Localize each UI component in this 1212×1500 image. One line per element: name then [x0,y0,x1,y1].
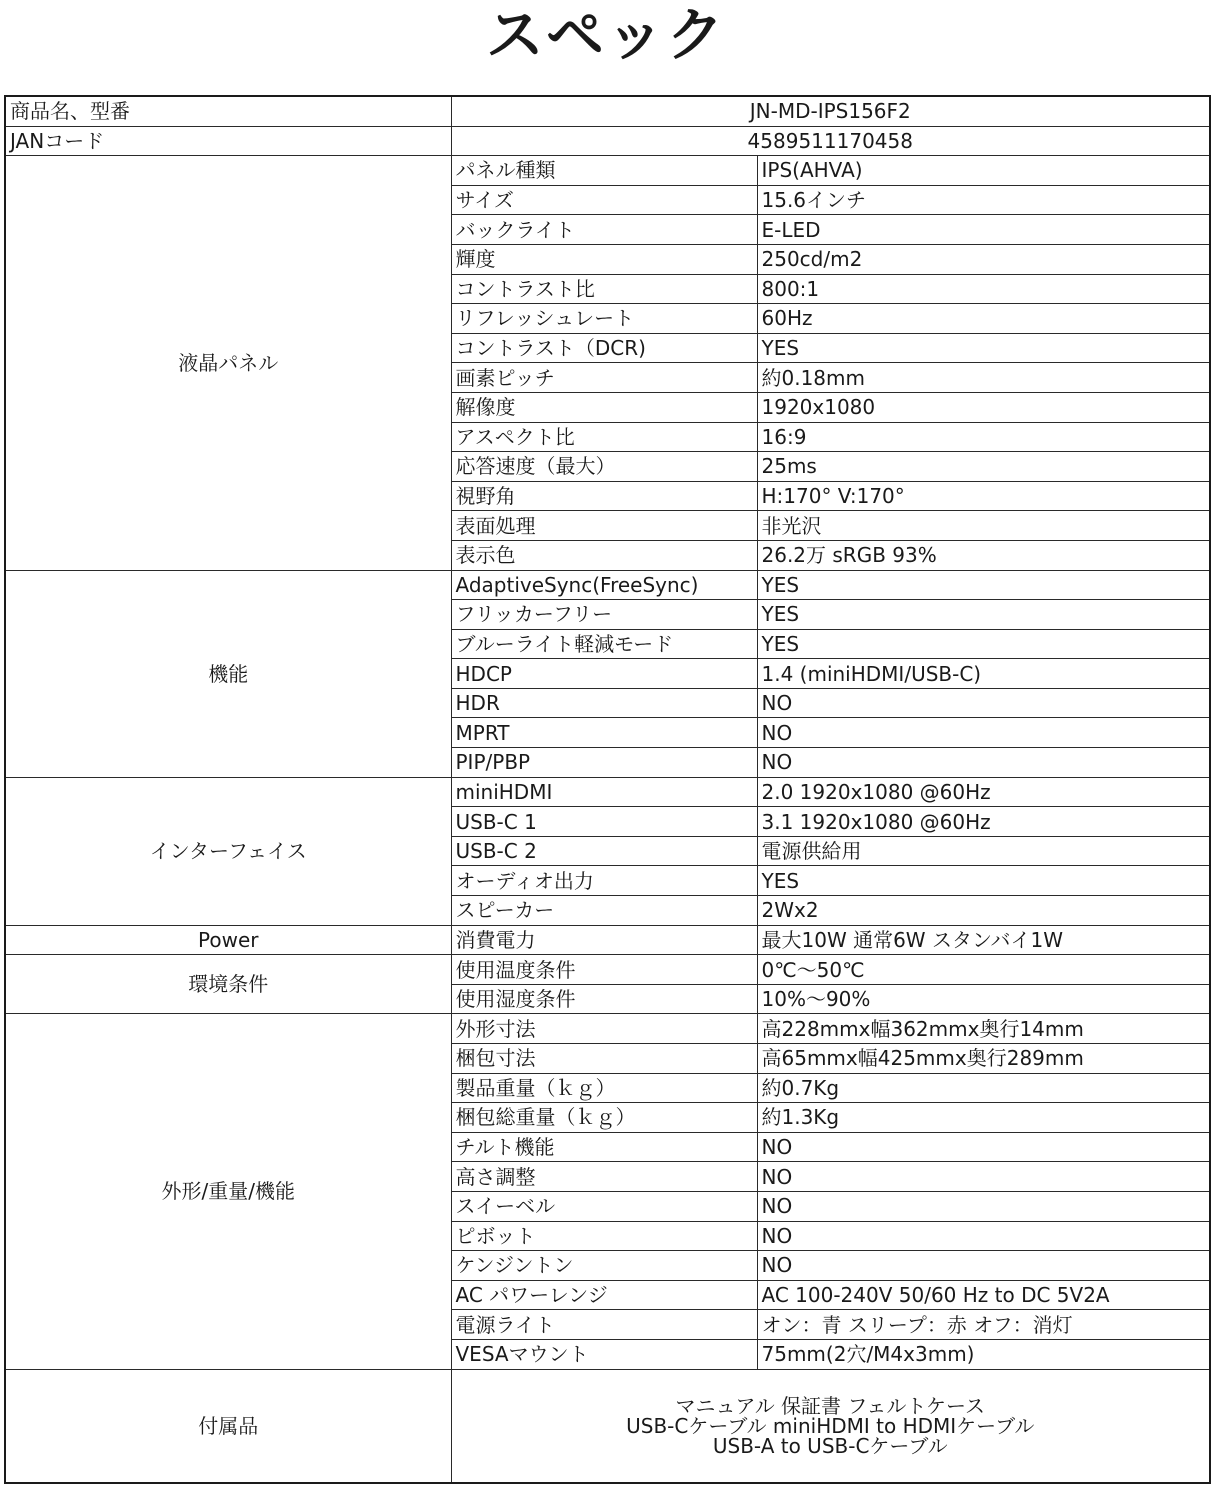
table-row [5,126,1210,156]
table-row [5,570,1210,600]
spec-value: NO [757,1221,1210,1251]
spec-label: VESAマウント [451,1339,757,1369]
spec-value: 高65mmx幅425mmx奥行289mm [757,1044,1210,1074]
row-label-product-model: 商品名、型番 [5,96,451,126]
row-label-jan-code: JANコード [5,126,451,156]
table-row [5,925,1210,955]
spec-label: 使用温度条件 [451,955,757,985]
spec-value: 75mm(2穴/M4x3mm) [757,1339,1210,1369]
spec-value: NO [757,688,1210,718]
spec-label: 外形寸法 [451,1014,757,1044]
spec-value: 15.6インチ [757,185,1210,215]
spec-value: 電源供給用 [757,836,1210,866]
spec-value: 60Hz [757,304,1210,334]
spec-value: 約0.18mm [757,363,1210,393]
spec-value: 16:9 [757,422,1210,452]
spec-value: YES [757,570,1210,600]
category-cell: 液晶パネル [5,156,451,570]
spec-value: 非光沢 [757,511,1210,541]
accessory-line: マニュアル 保証書 フェルトケース [675,1393,986,1418]
spec-table-body [5,96,1210,1483]
spec-label: AdaptiveSync(FreeSync) [451,570,757,600]
category-cell: 外形/重量/機能 [5,1014,451,1369]
row-value-jan-code: 4589511170458 [451,126,1210,156]
spec-label: USB-C 1 [451,807,757,837]
spec-value: YES [757,866,1210,896]
spec-value: 最大10W 通常6W スタンバイ1W [757,925,1210,955]
table-row [5,96,1210,126]
spec-label: AC パワーレンジ [451,1280,757,1310]
spec-value: 約0.7Kg [757,1073,1210,1103]
accessory-line: USB-A to USB-Cケーブル [712,1433,948,1458]
spec-label: リフレッシュレート [451,304,757,334]
spec-value: YES [757,600,1210,630]
spec-value: H:170° V:170° [757,481,1210,511]
accessory-line: USB-Cケーブル miniHDMI to HDMIケーブル [626,1413,1035,1438]
spec-value: YES [757,333,1210,363]
spec-label: 解像度 [451,392,757,422]
spec-value: 1.4 (miniHDMI/USB-C) [757,659,1210,689]
spec-label: チルト機能 [451,1132,757,1162]
category-cell: 環境条件 [5,955,451,1014]
spec-label: 使用湿度条件 [451,984,757,1014]
spec-label: アスペクト比 [451,422,757,452]
spec-value: 25ms [757,452,1210,482]
spec-label: スイーベル [451,1191,757,1221]
spec-label: ブルーライト軽減モード [451,629,757,659]
spec-label: パネル種類 [451,156,757,186]
spec-value: オン：青 スリープ：赤 オフ：消灯 [757,1310,1210,1340]
spec-label: ピボット [451,1221,757,1251]
spec-label: 画素ピッチ [451,363,757,393]
spec-label: 製品重量（ｋｇ） [451,1073,757,1103]
spec-label: 表面処理 [451,511,757,541]
spec-label: HDR [451,688,757,718]
spec-label: 視野角 [451,481,757,511]
spec-label: MPRT [451,718,757,748]
row-value-product-model: JN-MD-IPS156F2 [451,96,1210,126]
spec-label: 輝度 [451,244,757,274]
spec-value: AC 100-240V 50/60 Hz to DC 5V2A [757,1280,1210,1310]
table-row [5,1014,1210,1044]
spec-value: 約1.3Kg [757,1103,1210,1133]
spec-value: NO [757,718,1210,748]
spec-label: コントラスト（DCR) [451,333,757,363]
table-row [5,156,1210,186]
spec-value: NO [757,1191,1210,1221]
spec-value: 3.1 1920x1080 @60Hz [757,807,1210,837]
table-row [5,1369,1210,1483]
spec-value: YES [757,629,1210,659]
spec-value: 2Wx2 [757,896,1210,926]
spec-label: miniHDMI [451,777,757,807]
spec-label: コントラスト比 [451,274,757,304]
spec-value: 0℃～50℃ [757,955,1210,985]
spec-label: PIP/PBP [451,748,757,778]
spec-label: 電源ライト [451,1310,757,1340]
spec-label: サイズ [451,185,757,215]
spec-value: NO [757,1162,1210,1192]
category-cell: インターフェイス [5,777,451,925]
spec-label: フリッカーフリー [451,600,757,630]
spec-value: NO [757,1132,1210,1162]
spec-label: 応答速度（最大） [451,452,757,482]
category-cell-accessories: 付属品 [5,1369,451,1483]
spec-label: 梱包寸法 [451,1044,757,1074]
spec-value: NO [757,748,1210,778]
spec-value: E-LED [757,215,1210,245]
spec-label: 梱包総重量（ｋｇ） [451,1103,757,1133]
spec-value: NO [757,1251,1210,1281]
spec-value: 10%～90% [757,984,1210,1014]
spec-label: ケンジントン [451,1251,757,1281]
spec-label: バックライト [451,215,757,245]
spec-value: 1920x1080 [757,392,1210,422]
spec-value: IPS(AHVA) [757,156,1210,186]
spec-label: スピーカー [451,896,757,926]
spec-value: 2.0 1920x1080 @60Hz [757,777,1210,807]
category-cell: 機能 [5,570,451,777]
spec-label: USB-C 2 [451,836,757,866]
table-row [5,777,1210,807]
spec-label: 消費電力 [451,925,757,955]
spec-table [4,95,1211,1484]
spec-value: 800:1 [757,274,1210,304]
spec-label: 高さ調整 [451,1162,757,1192]
spec-label: オーディオ出力 [451,866,757,896]
spec-value: 250cd/m2 [757,244,1210,274]
spec-label: HDCP [451,659,757,689]
table-row [5,955,1210,985]
spec-value: 26.2万 sRGB 93% [757,540,1210,570]
page-title: スペック [485,1,726,69]
accessories-list [451,1369,1210,1483]
spec-label: 表示色 [451,540,757,570]
spec-value: 高228mmx幅362mmx奥行14mm [757,1014,1210,1044]
category-cell: Power [5,925,451,955]
